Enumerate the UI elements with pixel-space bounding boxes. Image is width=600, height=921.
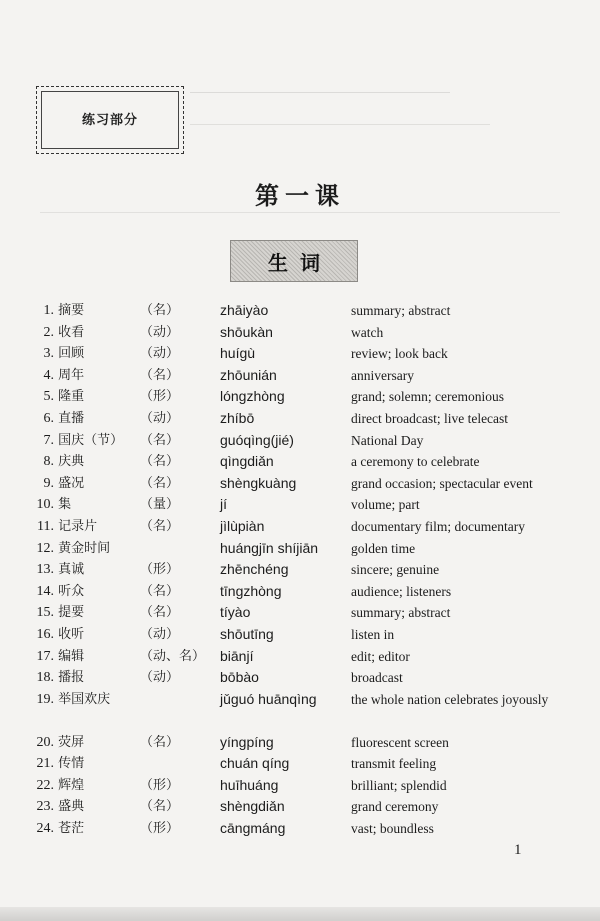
- vocab-pinyin: chuán qíng: [220, 755, 290, 772]
- vocab-pos: （名）: [140, 799, 180, 815]
- vocab-pos: （名）: [140, 454, 180, 470]
- vocab-pos: （量）: [140, 497, 180, 513]
- vocab-pinyin: tíyào: [220, 604, 251, 621]
- vocab-pinyin: zhíbō: [220, 409, 255, 426]
- vocabulary-list: [34, 300, 554, 840]
- vocab-word: 记录片: [58, 518, 98, 534]
- vocab-number: 13.: [36, 562, 54, 578]
- vocab-meaning: grand ceremony: [351, 799, 439, 815]
- vocab-number: 7.: [43, 432, 54, 448]
- vocab-meaning: transmit feeling: [351, 756, 437, 772]
- vocab-pinyin: shōukàn: [220, 323, 273, 340]
- vocab-word: 收听: [58, 626, 85, 642]
- vocab-word: 盛况: [58, 475, 85, 491]
- vocab-entry: [34, 430, 134, 452]
- page-bottom-edge: [0, 907, 600, 921]
- vocab-pinyin: cāngmáng: [220, 820, 286, 837]
- vocab-meaning: the whole nation celebrates joyously: [351, 691, 549, 707]
- vocab-number: 16.: [36, 626, 54, 642]
- vocab-word: 举国欢庆: [58, 691, 111, 707]
- vocab-word: 直播: [58, 410, 85, 426]
- vocab-row: [34, 473, 554, 495]
- vocab-row: [34, 775, 554, 797]
- vocab-number: 4.: [43, 367, 54, 383]
- vocab-number: 5.: [43, 389, 54, 405]
- vocab-pinyin: jìlùpiàn: [220, 517, 265, 534]
- vocab-pos: （名）: [140, 605, 180, 621]
- vocab-pos: （动）: [140, 410, 180, 426]
- vocab-pinyin: huángjīn shíjiān: [220, 539, 319, 556]
- vocab-number: 2.: [43, 324, 54, 340]
- vocab-pinyin: guóqìng(jié): [220, 431, 294, 448]
- vocab-entry: [34, 365, 134, 387]
- vocab-word: 传情: [58, 756, 85, 772]
- vocab-pinyin: jí: [220, 496, 227, 513]
- vocab-row: [34, 430, 554, 452]
- vocab-row: [34, 408, 554, 430]
- vocab-meaning: a ceremony to celebrate: [351, 454, 480, 470]
- vocab-entry: [34, 408, 134, 430]
- bleed-through-mark: [190, 92, 450, 93]
- vocab-number: 12.: [36, 540, 54, 556]
- vocab-row: [34, 581, 554, 603]
- vocab-pos: （形）: [140, 821, 180, 837]
- vocab-pinyin: qìngdiǎn: [220, 453, 274, 470]
- vocab-number: 19.: [36, 691, 54, 707]
- vocab-word: 提要: [58, 605, 85, 621]
- vocab-number: 20.: [36, 734, 54, 750]
- bleed-through-mark: [40, 212, 560, 213]
- vocab-entry: [34, 646, 134, 668]
- vocab-row: [34, 667, 554, 689]
- vocab-meaning: direct broadcast; live telecast: [351, 410, 509, 426]
- vocab-entry: [34, 775, 134, 797]
- vocab-entry: [34, 494, 134, 516]
- section-label-box: [36, 86, 184, 154]
- vocab-meaning: audience; listeners: [351, 583, 452, 599]
- vocab-word: 摘要: [58, 303, 85, 318]
- vocab-meaning: broadcast: [351, 670, 403, 686]
- vocab-entry: [34, 451, 134, 473]
- vocab-meaning: vast; boundless: [351, 821, 434, 837]
- vocab-meaning: golden time: [351, 540, 416, 556]
- vocab-pos: （名）: [140, 367, 180, 383]
- vocab-pos: （名）: [140, 303, 180, 318]
- vocab-entry: [34, 602, 134, 624]
- vocab-pinyin: zhāiyào: [220, 302, 269, 318]
- vocab-pinyin: yíngpíng: [220, 733, 274, 750]
- vocab-row: [34, 451, 554, 473]
- vocab-pos: （动）: [140, 670, 180, 686]
- vocab-pos: （动）: [140, 346, 180, 362]
- vocab-row: [34, 624, 554, 646]
- vocab-number: 6.: [43, 410, 54, 426]
- vocab-heading: 生词: [268, 250, 332, 275]
- vocab-number: 24.: [36, 821, 54, 837]
- vocab-meaning: watch: [351, 324, 384, 340]
- vocab-entry: [34, 516, 134, 538]
- vocab-word: 回顾: [58, 346, 85, 362]
- lesson-title: 第一课: [255, 182, 345, 210]
- vocab-pos: （动）: [140, 626, 180, 642]
- vocab-word: 收看: [58, 324, 85, 340]
- section-label-inner-frame: [41, 91, 179, 149]
- vocab-row: [34, 365, 554, 387]
- vocab-pos: （形）: [140, 562, 180, 578]
- vocab-entry: [34, 343, 134, 365]
- vocab-meaning: edit; editor: [351, 648, 410, 664]
- vocab-pos: （名）: [140, 432, 180, 448]
- vocab-word: 播报: [58, 670, 85, 686]
- vocab-row: [34, 646, 554, 668]
- vocab-pos: （形）: [140, 777, 180, 793]
- vocab-entry: [34, 581, 134, 603]
- vocab-pinyin: jǔguó huānqìng: [220, 690, 317, 707]
- vocab-number: 8.: [43, 454, 54, 470]
- vocab-meaning: documentary film; documentary: [351, 518, 525, 534]
- vocab-entry: [34, 689, 134, 711]
- vocab-meaning: National Day: [351, 432, 424, 448]
- vocab-number: 23.: [36, 799, 54, 815]
- vocab-pinyin: shōutīng: [220, 625, 274, 642]
- vocab-word: 黄金时间: [58, 540, 111, 556]
- vocab-number: 18.: [36, 670, 54, 686]
- vocab-pinyin: lóngzhòng: [220, 388, 285, 405]
- vocab-row: [34, 538, 554, 560]
- vocab-pos: （名）: [140, 518, 180, 534]
- bleed-through-mark: [190, 124, 490, 125]
- vocab-meaning: brilliant; splendid: [351, 777, 447, 793]
- vocab-pinyin: huígù: [220, 345, 256, 362]
- vocab-row: [34, 689, 554, 732]
- vocab-row: [34, 494, 554, 516]
- vocab-pos: （形）: [140, 389, 180, 405]
- vocab-word: 苍茫: [58, 821, 85, 837]
- vocab-meaning: summary; abstract: [351, 605, 451, 621]
- vocab-number: 1.: [43, 303, 54, 318]
- page-number: 1: [514, 842, 522, 858]
- vocab-pinyin: huīhuáng: [220, 776, 279, 793]
- vocab-entry: [34, 473, 134, 495]
- vocab-word: 隆重: [58, 389, 85, 405]
- vocab-entry: [34, 386, 134, 408]
- vocab-meaning: review; look back: [351, 346, 448, 362]
- vocab-entry: [34, 818, 134, 840]
- vocab-row: [34, 343, 554, 365]
- vocab-meaning: summary; abstract: [351, 303, 451, 318]
- vocab-number: 21.: [36, 756, 54, 772]
- vocab-entry: [34, 796, 134, 818]
- vocab-entry: [34, 624, 134, 646]
- vocab-number: 11.: [37, 518, 54, 534]
- vocab-row: [34, 516, 554, 538]
- vocab-heading-banner: [230, 240, 358, 282]
- vocab-meaning: volume; part: [351, 497, 420, 513]
- vocab-word: 真诚: [58, 562, 85, 578]
- vocab-entry: [34, 753, 134, 775]
- vocab-entry: [34, 538, 134, 560]
- vocab-pos: （名）: [140, 734, 180, 750]
- section-label: 练习部分: [81, 112, 138, 128]
- vocab-number: 17.: [36, 648, 54, 664]
- vocab-number: 22.: [36, 777, 54, 793]
- vocab-entry: [34, 300, 134, 322]
- vocab-pinyin: zhōunián: [220, 366, 277, 383]
- vocab-pinyin: biānjí: [220, 647, 254, 664]
- vocab-entry: [34, 732, 134, 754]
- vocab-word: 国庆（节）: [58, 432, 124, 448]
- vocab-pinyin: bōbào: [220, 669, 259, 686]
- vocab-pos: （动、名）: [140, 648, 206, 664]
- vocab-row: [34, 559, 554, 581]
- vocab-pinyin: tīngzhòng: [220, 582, 282, 599]
- vocab-word: 辉煌: [58, 777, 85, 793]
- vocab-word: 编辑: [58, 648, 85, 664]
- vocab-pos: （名）: [140, 583, 180, 599]
- vocab-meaning: grand occasion; spectacular event: [351, 475, 533, 491]
- vocab-number: 3.: [43, 346, 54, 362]
- vocab-word: 周年: [58, 367, 85, 383]
- vocab-pos: （动）: [140, 324, 180, 340]
- vocab-pinyin: zhēnchéng: [220, 561, 289, 578]
- vocab-meaning: anniversary: [351, 367, 414, 383]
- vocab-word: 荧屏: [58, 734, 85, 750]
- vocab-row: [34, 386, 554, 408]
- vocab-pinyin: shèngdiǎn: [220, 798, 285, 815]
- vocab-word: 庆典: [58, 454, 85, 470]
- vocab-meaning: fluorescent screen: [351, 734, 449, 750]
- vocab-entry: [34, 559, 134, 581]
- vocab-row: [34, 322, 554, 344]
- vocab-row: [34, 300, 554, 322]
- vocab-number: 14.: [36, 583, 54, 599]
- vocab-row: [34, 753, 554, 775]
- vocab-row: [34, 796, 554, 818]
- vocab-pos: （名）: [140, 475, 180, 491]
- vocab-meaning: grand; solemn; ceremonious: [351, 389, 504, 405]
- vocab-number: 10.: [36, 497, 54, 513]
- vocab-meaning: sincere; genuine: [351, 562, 440, 578]
- vocab-entry: [34, 667, 134, 689]
- vocab-meaning: listen in: [351, 626, 395, 642]
- vocab-number: 9.: [43, 475, 54, 491]
- vocab-number: 15.: [36, 605, 54, 621]
- vocab-word: 听众: [58, 583, 85, 599]
- vocab-row: [34, 602, 554, 624]
- vocab-pinyin: shèngkuàng: [220, 474, 297, 491]
- vocab-word: 集: [58, 497, 72, 513]
- vocab-word: 盛典: [58, 799, 85, 815]
- vocab-entry: [34, 322, 134, 344]
- vocab-row: [34, 732, 554, 754]
- vocab-row: [34, 818, 554, 840]
